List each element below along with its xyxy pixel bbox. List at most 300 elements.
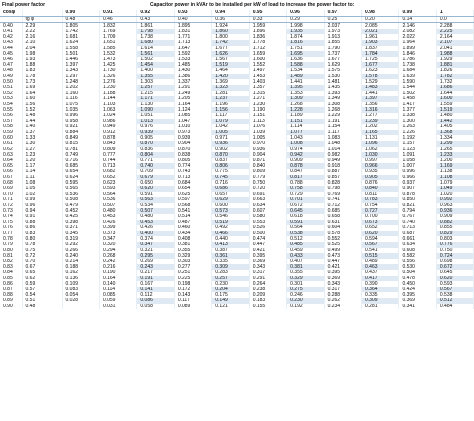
kvar-value-cell: 0.600 xyxy=(212,203,249,209)
initial-cos-phi-cell: 0.40 xyxy=(0,23,22,29)
kvar-value-cell: 1.353 xyxy=(287,91,324,97)
kvar-value-cell: 1.138 xyxy=(436,169,473,175)
kvar-value-cell: 0.882 xyxy=(436,220,473,226)
kvar-value-cell: 1.062 xyxy=(362,147,399,153)
initial-cos-phi-cell: 0.48 xyxy=(0,68,22,74)
kvar-value-cell: 1.600 xyxy=(436,96,473,102)
kvar-value-cell: 1.533 xyxy=(174,57,211,63)
kvar-value-cell: 1.552 xyxy=(249,62,286,68)
kvar-value-cell: 1.271 xyxy=(249,96,286,102)
kvar-value-cell: 0.743 xyxy=(174,169,211,175)
initial-cos-phi-cell: 0.58 xyxy=(0,124,22,130)
kvar-value-cell: 1.189 xyxy=(287,113,324,119)
kvar-value-cell: 0.949 xyxy=(99,124,136,130)
kvar-value-cell: 0.086 xyxy=(137,298,174,304)
kvar-value-cell: 0.594 xyxy=(362,236,399,242)
kvar-value-cell: 1.489 xyxy=(287,74,324,80)
kvar-value-cell: 0.374 xyxy=(137,236,174,242)
kvar-value-cell: 1.534 xyxy=(287,68,324,74)
kvar-value-cell: 1.369 xyxy=(212,79,249,85)
initial-cos-phi-cell: 0.68 xyxy=(0,180,22,186)
kvar-value-cell: 1.742 xyxy=(62,29,99,35)
target-pf-header: 0.98 xyxy=(362,10,399,16)
initial-cos-phi-cell: 0.63 xyxy=(0,152,22,158)
kvar-value-cell: 1.076 xyxy=(249,124,286,130)
kvar-value-cell: 1.233 xyxy=(436,152,473,158)
kvar-value-cell: 2.021 xyxy=(362,29,399,35)
initial-tan-phi-cell: 0.91 xyxy=(22,214,62,220)
kvar-value-cell: 0.369 xyxy=(399,298,436,304)
initial-cos-phi-cell: 0.88 xyxy=(0,292,22,298)
kvar-value-cell: 1.855 xyxy=(324,40,361,46)
kvar-value-cell: 0.216 xyxy=(99,264,136,270)
kvar-value-cell: 0.240 xyxy=(62,253,99,259)
kvar-value-cell: 0.387 xyxy=(212,248,249,254)
kvar-value-cell: 1.249 xyxy=(174,91,211,97)
kvar-value-cell: 2.085 xyxy=(362,23,399,29)
kvar-value-cell: 0.902 xyxy=(212,147,249,153)
initial-cos-phi-cell: 0.51 xyxy=(0,85,22,91)
initial-tan-phi-cell: 2.10 xyxy=(22,40,62,46)
kvar-value-cell: 0.783 xyxy=(362,197,399,203)
kvar-value-cell: 0.425 xyxy=(62,214,99,220)
kvar-value-cell: 0.447 xyxy=(324,259,361,265)
kvar-value-cell: 0.167 xyxy=(137,281,174,287)
kvar-value-cell: 0.140 xyxy=(99,281,136,287)
kvar-value-cell: 1.188 xyxy=(99,91,136,97)
kvar-value-cell: 0.568 xyxy=(174,203,211,209)
kvar-value-cell: 1.151 xyxy=(287,119,324,125)
kvar-value-cell: 0.264 xyxy=(249,281,286,287)
kvar-value-cell: 0.347 xyxy=(99,236,136,242)
kvar-value-cell: 1.786 xyxy=(399,57,436,63)
kvar-value-cell: 0.597 xyxy=(174,197,211,203)
initial-cos-phi-cell: 0.70 xyxy=(0,192,22,198)
kvar-value-cell: 0.474 xyxy=(249,236,286,242)
kvar-value-cell: 0.884 xyxy=(62,130,99,136)
initial-cos-phi-cell: 0.41 xyxy=(0,29,22,35)
kvar-value-cell: 0.426 xyxy=(99,220,136,226)
kvar-value-cell: 1.164 xyxy=(174,102,211,108)
kvar-value-cell: 1.738 xyxy=(137,34,174,40)
kvar-value-cell: 1.397 xyxy=(62,62,99,68)
kvar-value-cell: 0.712 xyxy=(324,203,361,209)
kvar-value-cell: 0.840 xyxy=(362,186,399,192)
kvar-value-cell: 0.508 xyxy=(62,197,99,203)
kvar-value-cell: 0.381 xyxy=(287,264,324,270)
kvar-value-cell: 1.091 xyxy=(399,152,436,158)
kvar-value-cell: 1.114 xyxy=(287,124,324,130)
initial-tan-phi-cell: 0.83 xyxy=(22,231,62,237)
kvar-value-cell: 0.604 xyxy=(324,225,361,231)
kvar-value-cell: 0.190 xyxy=(99,270,136,276)
kvar-value-cell: 1.079 xyxy=(436,180,473,186)
initial-cos-phi-cell: 0.42 xyxy=(0,34,22,40)
kvar-value-cell: 1.998 xyxy=(287,23,324,29)
kvar-value-cell: 1.239 xyxy=(362,119,399,125)
kvar-value-cell: 0.514 xyxy=(174,214,211,220)
kvar-value-cell: 0.781 xyxy=(62,147,99,153)
kvar-value-cell: 0.054 xyxy=(62,292,99,298)
kvar-value-cell: 1.530 xyxy=(324,74,361,80)
kvar-value-cell: 0.837 xyxy=(212,158,249,164)
initial-tan-phi-cell: 1.11 xyxy=(22,175,62,181)
kvar-value-cell: 1.680 xyxy=(137,40,174,46)
kvar-value-cell: 1.377 xyxy=(399,107,436,113)
initial-tan-phi-cell: 0.48 xyxy=(22,304,62,310)
kvar-value-cell: 0.525 xyxy=(324,242,361,248)
kvar-value-cell: 1.501 xyxy=(62,51,99,57)
kvar-value-cell: 1.323 xyxy=(212,85,249,91)
kvar-value-cell: 0.114 xyxy=(99,287,136,293)
kvar-value-cell: 1.964 xyxy=(399,40,436,46)
kvar-value-cell: 1.309 xyxy=(287,96,324,102)
initial-tan-phi-cell: 1.69 xyxy=(22,85,62,91)
target-tan-header: 0.25 xyxy=(324,16,361,23)
kvar-value-cell: 0.538 xyxy=(436,292,473,298)
kvar-value-cell: 1.935 xyxy=(287,29,324,35)
kvar-value-cell: 1.338 xyxy=(399,113,436,119)
initial-tan-phi-cell: 0.99 xyxy=(22,197,62,203)
kvar-value-cell: 1.397 xyxy=(362,96,399,102)
kvar-value-cell: 1.677 xyxy=(212,46,249,52)
kvar-value-cell: 1.268 xyxy=(324,107,361,113)
kvar-value-cell: 1.559 xyxy=(436,102,473,108)
kvar-value-cell: 1.337 xyxy=(174,79,211,85)
target-pf-header: 1 xyxy=(436,10,473,16)
kvar-value-cell: 1.837 xyxy=(362,46,399,52)
kvar-value-cell: 0.918 xyxy=(324,163,361,169)
kvar-value-cell: 1.075 xyxy=(62,102,99,108)
kvar-value-cell: 0.112 xyxy=(137,292,174,298)
kvar-value-cell: 1.730 xyxy=(99,68,136,74)
capacitor-table xyxy=(0,10,474,309)
kvar-value-cell: 1.276 xyxy=(99,79,136,85)
initial-tan-phi-cell: 1.78 xyxy=(22,74,62,80)
kvar-value-cell: 0.515 xyxy=(362,253,399,259)
kvar-value-cell: 0.480 xyxy=(137,214,174,220)
kvar-value-cell: 1.035 xyxy=(62,107,99,113)
blank-tan-cell xyxy=(0,16,22,23)
kvar-value-cell: 0.870 xyxy=(174,147,211,153)
kvar-value-cell: 0.395 xyxy=(399,292,436,298)
kvar-value-cell: 1.090 xyxy=(137,107,174,113)
final-power-factor-label: Final power factor xyxy=(2,2,46,8)
kvar-value-cell: 0.821 xyxy=(399,203,436,209)
target-pf-header: 0.94 xyxy=(212,10,249,16)
kvar-value-cell: 0.434 xyxy=(174,231,211,237)
kvar-value-cell: 0.141 xyxy=(137,287,174,293)
initial-tan-phi-cell: 1.40 xyxy=(22,124,62,130)
kvar-value-cell: 1.202 xyxy=(362,124,399,130)
kvar-value-cell: 0.230 xyxy=(212,281,249,287)
kvar-value-cell: 1.393 xyxy=(324,91,361,97)
kvar-value-cell: 0.698 xyxy=(436,259,473,265)
kvar-value-cell: 1.356 xyxy=(362,102,399,108)
kvar-value-cell: 0.485 xyxy=(287,242,324,248)
kvar-value-cell: 1.585 xyxy=(99,46,136,52)
kvar-value-cell: 0.281 xyxy=(362,304,399,310)
kvar-value-cell: 1.497 xyxy=(249,68,286,74)
initial-tan-phi-cell: 0.75 xyxy=(22,248,62,254)
kvar-value-cell: 0.777 xyxy=(99,152,136,158)
kvar-value-cell: 1.532 xyxy=(99,51,136,57)
kvar-value-cell: 1.832 xyxy=(99,23,136,29)
kvar-value-cell: 1.519 xyxy=(212,62,249,68)
kvar-value-cell: 1.420 xyxy=(212,74,249,80)
kvar-value-cell: 0.347 xyxy=(137,242,174,248)
initial-cos-phi-cell: 0.80 xyxy=(0,248,22,254)
kvar-value-cell: 0.225 xyxy=(174,276,211,282)
initial-cos-phi-cell: 0.49 xyxy=(0,74,22,80)
initial-cos-phi-cell: 0.72 xyxy=(0,203,22,209)
kvar-value-cell: 0.288 xyxy=(324,292,361,298)
kvar-value-cell: 0.937 xyxy=(399,180,436,186)
initial-tan-phi-cell: 1.14 xyxy=(22,169,62,175)
kvar-value-cell: 1.558 xyxy=(62,46,99,52)
target-pf-header: 0.97 xyxy=(324,10,361,16)
initial-cos-phi-cell: 0.43 xyxy=(0,40,22,46)
target-pf-header: 0.90 xyxy=(62,10,99,16)
kvar-value-cell: 0.553 xyxy=(249,220,286,226)
kvar-value-cell: 0.608 xyxy=(399,248,436,254)
kvar-value-cell: 0.413 xyxy=(212,242,249,248)
target-pf-header: 0.95 xyxy=(249,10,286,16)
initial-tan-phi-cell: 1.05 xyxy=(22,186,62,192)
initial-tan-phi-cell: 0.86 xyxy=(22,225,62,231)
kvar-value-cell: 0.269 xyxy=(137,259,174,265)
kvar-value-cell: 1.623 xyxy=(362,68,399,74)
kvar-value-cell: 0.192 xyxy=(287,304,324,310)
kvar-value-cell: 0.512 xyxy=(287,236,324,242)
kvar-value-cell: 0.343 xyxy=(249,264,286,270)
kvar-value-cell: 1.190 xyxy=(249,107,286,113)
kvar-value-cell: 1.677 xyxy=(324,57,361,63)
kvar-value-cell: 0.121 xyxy=(212,304,249,310)
kvar-value-cell: 0.798 xyxy=(324,186,361,192)
initial-cos-phi-cell: 0.87 xyxy=(0,287,22,293)
kvar-value-cell: 0.183 xyxy=(249,298,286,304)
kvar-value-cell: 1.446 xyxy=(62,57,99,63)
target-tan-header: 0.29 xyxy=(287,16,324,23)
target-tan-header: 0.46 xyxy=(99,16,136,23)
kvar-value-cell: 1.751 xyxy=(287,46,324,52)
kvar-value-cell: 1.592 xyxy=(174,51,211,57)
kvar-value-cell: 1.326 xyxy=(99,74,136,80)
kvar-value-cell: 0.317 xyxy=(249,270,286,276)
kvar-value-cell: 0.650 xyxy=(137,180,174,186)
kvar-value-cell: 0.321 xyxy=(137,248,174,254)
target-tan-header: 0.20 xyxy=(362,16,399,23)
kvar-value-cell: 1.805 xyxy=(62,23,99,29)
kvar-value-cell: 0.262 xyxy=(324,298,361,304)
kvar-value-cell: 1.299 xyxy=(436,141,473,147)
kvar-value-cell: 0.499 xyxy=(324,248,361,254)
kvar-value-cell: 0.878 xyxy=(399,192,436,198)
kvar-value-cell: 0.246 xyxy=(287,292,324,298)
kvar-value-cell: 0.530 xyxy=(399,264,436,270)
kvar-value-cell: 0.992 xyxy=(436,197,473,203)
kvar-value-cell: 1.248 xyxy=(62,79,99,85)
kvar-value-cell: 0.716 xyxy=(62,158,99,164)
initial-cos-phi-cell: 0.45 xyxy=(0,51,22,57)
kvar-value-cell: 0.624 xyxy=(62,175,99,181)
kvar-value-cell: 0.771 xyxy=(137,158,174,164)
kvar-value-cell: 0.473 xyxy=(324,253,361,259)
kvar-value-cell: 0.303 xyxy=(174,259,211,265)
kvar-value-cell: 0.828 xyxy=(324,180,361,186)
kvar-value-cell: 0.109 xyxy=(62,281,99,287)
initial-cos-phi-cell: 0.60 xyxy=(0,135,22,141)
initial-tan-phi-cell: 0.88 xyxy=(22,220,62,226)
initial-cos-phi-cell: 0.84 xyxy=(0,270,22,276)
kvar-value-cell: 0.459 xyxy=(287,248,324,254)
kvar-value-cell: 2.041 xyxy=(436,46,473,52)
kvar-value-cell: 1.228 xyxy=(287,107,324,113)
kvar-value-cell: 1.405 xyxy=(436,124,473,130)
kvar-value-cell: 0.685 xyxy=(62,163,99,169)
kvar-value-cell: 0.450 xyxy=(399,281,436,287)
kvar-value-cell: 1.624 xyxy=(62,40,99,46)
initial-tan-phi-cell: 0.65 xyxy=(22,270,62,276)
target-pf-header: 0.91 xyxy=(99,10,136,16)
kvar-value-cell: 0.526 xyxy=(249,225,286,231)
kvar-value-cell: 0.811 xyxy=(362,192,399,198)
kvar-value-cell: 0.345 xyxy=(62,231,99,237)
initial-tan-phi-cell: 1.08 xyxy=(22,180,62,186)
kvar-value-cell: 1.226 xyxy=(399,130,436,136)
kvar-value-cell: 0.552 xyxy=(324,236,361,242)
target-pf-header: 0.92 xyxy=(137,10,174,16)
initial-tan-phi-cell: 2.16 xyxy=(22,34,62,40)
kvar-value-cell: 0.878 xyxy=(287,163,324,169)
kvar-value-cell: 0.673 xyxy=(362,220,399,226)
kvar-value-cell: 1.368 xyxy=(436,130,473,136)
kvar-value-cell: 1.483 xyxy=(362,85,399,91)
kvar-value-cell: 0.618 xyxy=(287,214,324,220)
kvar-value-cell: 0.504 xyxy=(399,270,436,276)
initial-cos-phi-cell: 0.85 xyxy=(0,276,22,282)
kvar-value-cell: 2.082 xyxy=(399,29,436,35)
kvar-value-cell: 0.395 xyxy=(249,253,286,259)
kvar-value-cell: 0.564 xyxy=(99,192,136,198)
initial-cos-phi-cell: 0.67 xyxy=(0,175,22,181)
kvar-value-cell: 1.205 xyxy=(174,96,211,102)
kvar-value-cell: 1.874 xyxy=(287,34,324,40)
kvar-value-cell: 1.903 xyxy=(362,40,399,46)
kvar-value-cell: 0.463 xyxy=(362,264,399,270)
kvar-value-cell: 0.292 xyxy=(62,242,99,248)
kvar-value-cell: 1.826 xyxy=(436,68,473,74)
kvar-value-cell: 1.790 xyxy=(324,46,361,52)
kvar-value-cell: 0.433 xyxy=(287,253,324,259)
kvar-value-cell: 0.234 xyxy=(324,304,361,310)
kvar-value-cell: 0.645 xyxy=(436,270,473,276)
kvar-value-cell: 0.974 xyxy=(287,147,324,153)
kvar-value-cell: 0.936 xyxy=(249,147,286,153)
kvar-value-cell: 0.335 xyxy=(212,259,249,265)
kvar-value-cell: 0.424 xyxy=(399,287,436,293)
kvar-value-cell: 0.986 xyxy=(99,119,136,125)
kvar-value-cell: 0.654 xyxy=(62,169,99,175)
kvar-value-cell: 1.800 xyxy=(212,34,249,40)
kvar-value-cell: 0.355 xyxy=(287,270,324,276)
kvar-value-cell: 0.421 xyxy=(324,264,361,270)
kvar-value-cell: 0.709 xyxy=(137,169,174,175)
kvar-value-cell: 1.590 xyxy=(399,79,436,85)
kvar-value-cell: 1.355 xyxy=(137,74,174,80)
kvar-value-cell: 0.949 xyxy=(324,158,361,164)
initial-cos-phi-cell: 0.86 xyxy=(0,281,22,287)
kvar-value-cell: 0.479 xyxy=(62,203,99,209)
header-row-tan xyxy=(0,16,474,23)
initial-tan-phi-cell: 1.98 xyxy=(22,51,62,57)
kvar-value-cell: 0.970 xyxy=(249,141,286,147)
kvar-value-cell: 1.860 xyxy=(212,29,249,35)
kvar-value-cell: 0.257 xyxy=(212,276,249,282)
kvar-value-cell: 1.913 xyxy=(324,34,361,40)
kvar-value-cell: 0.085 xyxy=(99,292,136,298)
kvar-value-cell: 0.395 xyxy=(324,270,361,276)
kvar-value-cell: 1.464 xyxy=(212,68,249,74)
kvar-value-cell: 0.727 xyxy=(362,208,399,214)
kvar-value-cell: 0.805 xyxy=(174,158,211,164)
kvar-value-cell: 1.116 xyxy=(62,96,99,102)
tan-phi-header: tg φ xyxy=(22,16,62,23)
target-pf-header: 0.99 xyxy=(399,10,436,16)
kvar-value-cell: 1.519 xyxy=(436,107,473,113)
kvar-value-cell: 1.042 xyxy=(212,124,249,130)
kvar-value-cell: 0.767 xyxy=(399,214,436,220)
initial-cos-phi-cell: 0.57 xyxy=(0,119,22,125)
kvar-value-cell: 1.308 xyxy=(324,102,361,108)
kvar-value-cell: 0.407 xyxy=(287,259,324,265)
initial-cos-phi-cell: 0.90 xyxy=(0,304,22,310)
kvar-value-cell: 0.369 xyxy=(249,259,286,265)
kvar-value-cell: 0.355 xyxy=(174,248,211,254)
kvar-value-cell: 1.156 xyxy=(212,107,249,113)
kvar-value-cell: 0.058 xyxy=(137,304,174,310)
kvar-value-cell: 1.441 xyxy=(362,91,399,97)
kvar-value-cell: 1.636 xyxy=(287,57,324,63)
kvar-value-cell: 0.804 xyxy=(137,152,174,158)
kvar-value-cell: 1.165 xyxy=(362,130,399,136)
initial-cos-phi-cell: 0.76 xyxy=(0,225,22,231)
kvar-value-cell: 0.838 xyxy=(174,152,211,158)
kvar-value-cell: 1.629 xyxy=(324,62,361,68)
kvar-value-cell: 1.130 xyxy=(137,102,174,108)
kvar-value-cell: 0.847 xyxy=(287,169,324,175)
kvar-value-cell: 0.870 xyxy=(137,141,174,147)
kvar-value-cell: 0.563 xyxy=(137,197,174,203)
kvar-value-cell: 1.485 xyxy=(174,62,211,68)
kvar-value-cell: 0.905 xyxy=(362,175,399,181)
kvar-value-cell: 0.740 xyxy=(137,163,174,169)
kvar-value-cell: 0.361 xyxy=(212,253,249,259)
kvar-value-cell: 1.502 xyxy=(137,57,174,63)
initial-cos-phi-cell: 0.59 xyxy=(0,130,22,136)
kvar-value-cell: 1.502 xyxy=(399,91,436,97)
kvar-value-cell: 0.408 xyxy=(174,236,211,242)
kvar-value-cell: 1.281 xyxy=(212,91,249,97)
kvar-value-cell: 0.754 xyxy=(362,203,399,209)
kvar-value-cell: 0.758 xyxy=(287,186,324,192)
kvar-value-cell: 0.750 xyxy=(249,180,286,186)
kvar-value-cell: 0.536 xyxy=(99,197,136,203)
kvar-value-cell: 1.005 xyxy=(212,130,249,136)
initial-tan-phi-cell: 0.80 xyxy=(22,236,62,242)
kvar-value-cell: 1.048 xyxy=(324,141,361,147)
